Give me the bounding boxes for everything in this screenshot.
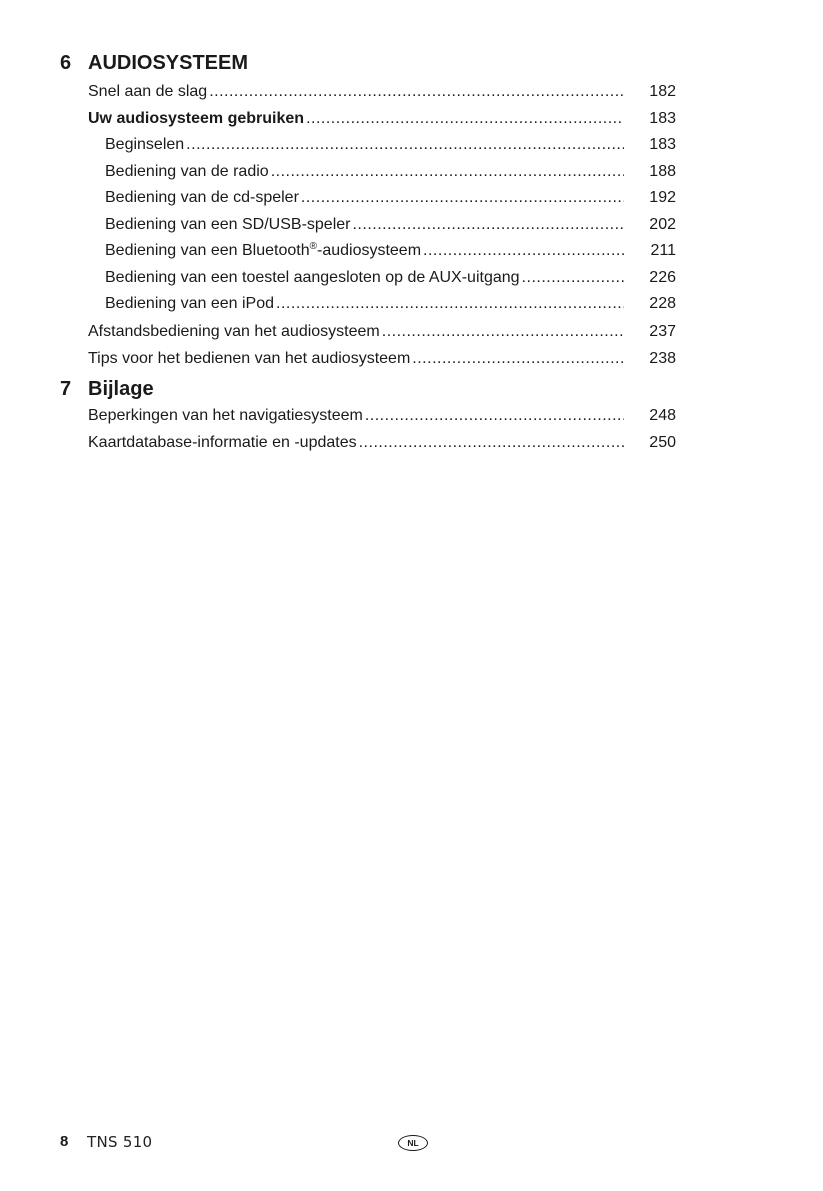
dot-leader [352,212,624,239]
toc-entry[interactable] [88,106,676,133]
page-footer [60,1133,676,1153]
dot-leader [306,106,624,133]
dot-leader [382,318,624,346]
dot-leader [365,402,624,430]
dot-leader [359,429,624,457]
toc-entry-page: 188 [649,162,676,180]
toc-entry[interactable] [88,318,676,346]
toc-entry-title: Snel aan de slag [88,83,208,100]
toc-entry-page: 182 [649,83,676,100]
toc-entry[interactable] [88,402,676,430]
toc-entry-page: 202 [649,215,676,233]
toc-entry-page: 183 [649,136,676,153]
toc-entry-page: 183 [649,109,676,127]
toc-entry-title: Bediening van de radio [105,162,269,180]
toc-entry-title: Bediening van een toestel aangesloten op de AUX-uitgang [105,268,520,286]
toc-entry-page: 192 [649,189,676,206]
toc-subentry[interactable] [105,132,676,159]
toc-subentry[interactable] [105,159,676,186]
toc-entry-page: 228 [649,295,676,312]
dot-leader [186,132,624,159]
toc-entry-title: Beginselen [105,136,185,153]
toc-subentry[interactable] [105,185,676,212]
language-badge: NL [398,1135,428,1151]
toc-entry-title: Beperkingen van het navigatiesysteem [88,406,363,424]
table-of-contents [60,48,676,457]
title-part: Bediening van een Bluetooth [105,242,310,259]
toc-entry-page: 250 [649,434,676,451]
chapter-title: AUDIOSYSTEEM [88,52,249,74]
chapter-number: 6 [60,52,72,74]
footer-model-name: TNS 510 [87,1133,153,1151]
toc-entry[interactable] [88,345,676,373]
toc-subentry[interactable] [105,238,676,265]
chapter-title: Bijlage [88,377,154,400]
dot-leader [301,185,624,212]
toc-entry-title [105,238,423,265]
toc-subentry[interactable] [105,265,676,292]
toc-entry-page: 238 [649,350,676,367]
toc-entry-title: Uw audiosysteem gebruiken [88,109,305,127]
toc-entry[interactable] [88,429,676,457]
chapter-number: 7 [60,377,72,400]
dot-leader [522,265,624,292]
toc-entry-title: Bediening van een SD/USB-speler [105,215,351,233]
footer-page-number: 8 [60,1133,69,1150]
registered-mark: ® [309,241,317,252]
toc-entry-page: 237 [649,322,676,340]
toc-entry-title: Kaartdatabase-informatie en -updates [88,434,357,451]
dot-leader [276,291,624,318]
toc-entry[interactable] [88,79,676,106]
toc-entry-page: 211 [650,242,676,259]
dot-leader [423,238,624,265]
title-part: -audiosysteem [316,242,422,259]
toc-entry-title: Bediening van de cd-speler [105,189,299,206]
toc-subentry[interactable] [105,212,676,239]
chapter-heading [60,51,676,79]
toc-subentry[interactable] [105,291,676,318]
toc-entry-page: 248 [649,406,676,424]
chapter-heading [60,377,676,402]
toc-entry-page: 226 [649,268,676,286]
dot-leader [271,159,624,186]
dot-leader [209,79,624,106]
toc-entry-title: Afstandsbediening van het audiosysteem [88,322,380,340]
toc-entry-title: Bediening van een iPod [105,295,275,312]
toc-entry-title: Tips voor het bedienen van het audiosysteem [88,350,411,367]
dot-leader [412,345,624,373]
